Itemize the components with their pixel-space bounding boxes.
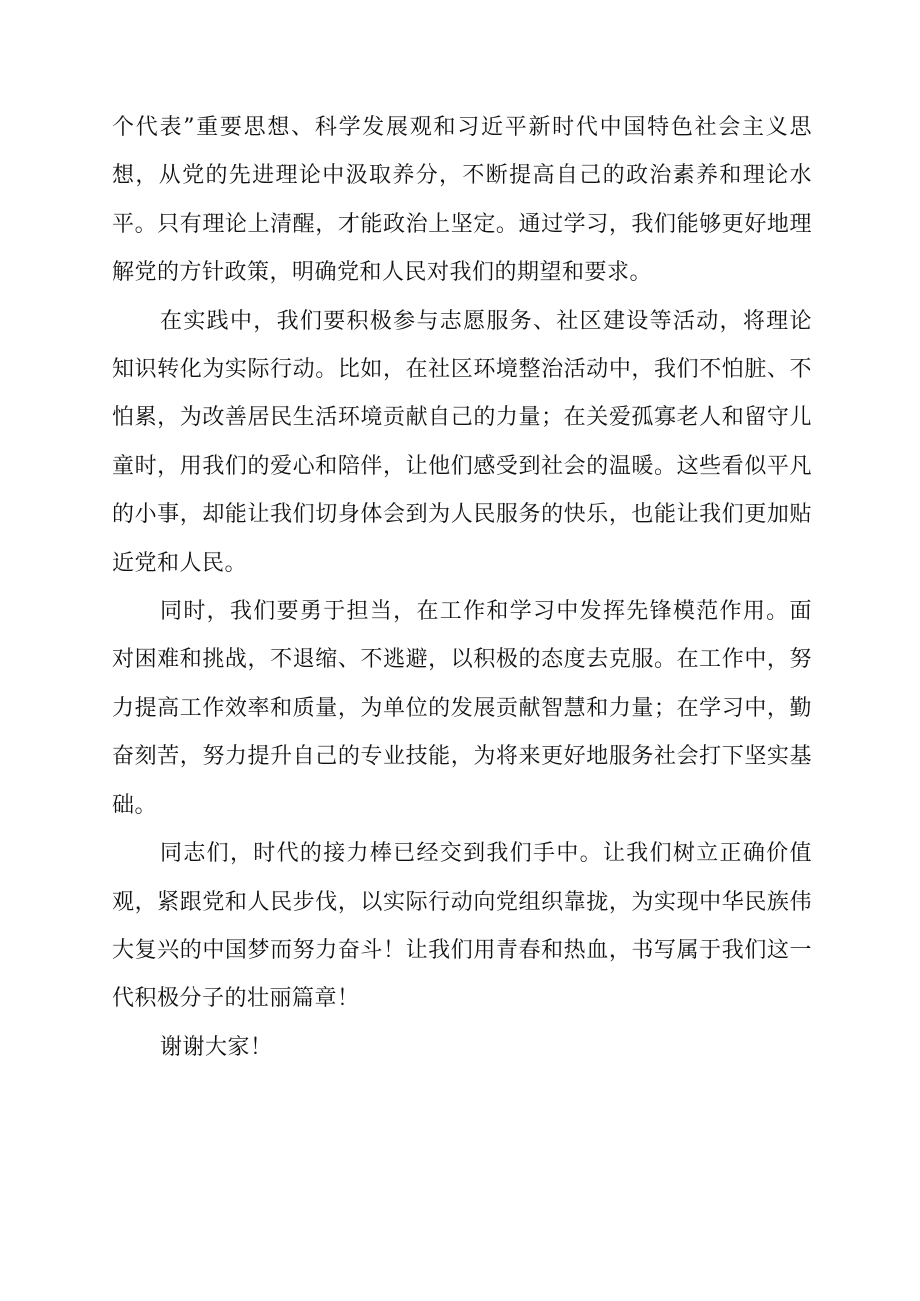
paragraph-closing-thanks: 谢谢大家！: [160, 1034, 273, 1060]
paragraph-practice: 在实践中，我们要积极参与志愿服务、社区建设等活动，将理论知识转化为实际行动。比如，在社区环境整治活动中，我们不怕脏、不怕累，为改善居民生活环境贡献自己的力量；在关爱孤寡老人和留守儿童时，用我们的爱心和陪伴，让他们感受到社会的温暖。这些看似平凡的小事，却能让我们切身体会到为人民服务的快乐，也能让我们更加贴近党和人民。: [112, 308, 812, 576]
speech-body: [112, 104, 812, 1072]
paragraph-responsibility: 同时，我们要勇于担当，在工作和学习中发挥先锋模范作用。面对困难和挑战，不退缩、不逃避，以积极的态度去克服。在工作中，努力提高工作效率和质量，为单位的发展贡献智慧和力量；在学习中，勤奋刻苦，努力提升自己的专业技能，为将来更好地服务社会打下坚实基础。: [112, 599, 812, 818]
paragraph-theory-study: 个代表”重要思想、科学发展观和习近平新时代中国特色社会主义思想，从党的先进理论中汲取养分，不断提高自己的政治素养和理论水平。只有理论上清醒，才能政治上坚定。通过学习，我们能够更好地理解党的方针政策，明确党和人民对我们的期望和要求。: [112, 115, 812, 286]
paragraph-call-to-action: 同志们，时代的接力棒已经交到我们手中。让我们树立正确价值观，紧跟党和人民步伐，以实际行动向党组织靠拢，为实现中华民族伟大复兴的中国梦而努力奋斗！让我们用青春和热血，书写属于我们这一代积极分子的壮丽篇章！: [112, 841, 812, 1012]
